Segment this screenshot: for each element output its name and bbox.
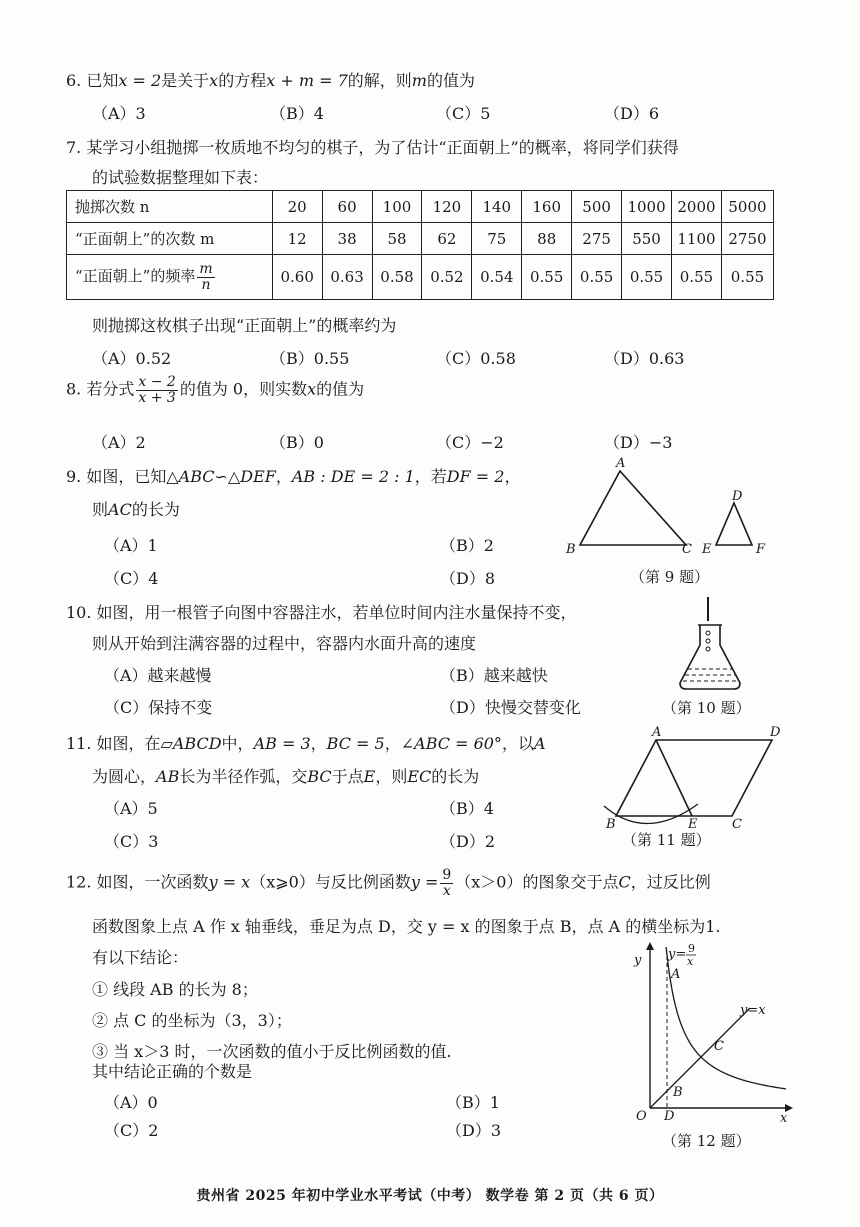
- table-cell: 2750: [721, 223, 773, 255]
- label-e: E: [702, 542, 712, 557]
- table-cell: 2000: [672, 191, 722, 223]
- q9-stem-line1: 9. 如图，已知△ABC∽△DEF，AB : DE = 2 : 1，若DF = 2，: [66, 467, 521, 486]
- q12-fraction: $\frac{9}{x}$: [442, 867, 452, 899]
- function-graph-figure: [620, 938, 795, 1126]
- parallelogram-figure: [596, 724, 796, 832]
- q10-option-d: （D）快慢交替变化: [440, 698, 581, 717]
- q12-caption: （第 12 题）: [662, 1132, 751, 1150]
- label-f: F: [756, 542, 766, 557]
- q6-stem: 6. 已知x = 2是关于x的方程x + m = 7的解，则m的值为: [66, 71, 475, 90]
- table-cell: 38: [322, 223, 372, 255]
- q11-option-a: （A）5: [104, 799, 158, 818]
- label-b: B: [673, 1085, 683, 1100]
- q7-number: 7.: [66, 138, 82, 157]
- label-line-y-x: y=x: [740, 1003, 766, 1018]
- table-cell: 160: [522, 191, 572, 223]
- label-curve-num: 9: [688, 942, 695, 955]
- table-cell: 12: [272, 223, 322, 255]
- label-d: D: [664, 1109, 675, 1124]
- q11-option-c: （C）3: [104, 832, 159, 851]
- label-c: C: [682, 542, 692, 557]
- table-cell: 20: [272, 191, 322, 223]
- q8-number: 8.: [66, 379, 82, 399]
- table-row-m: [67, 223, 774, 255]
- q9-stem-line2: 则AC的长为: [92, 500, 180, 519]
- q9-option-b: （B）2: [440, 536, 494, 555]
- label-y-axis: y: [634, 953, 642, 968]
- q7-after: 则抛掷这枚棋子出现“正面朝上”的概率约为: [92, 316, 397, 335]
- q12-option-b: （B）1: [446, 1093, 500, 1112]
- q8-stem: 8. 若分式 $\frac{x - 2}{x + 3}$ 的值为 0，则实数x的值为: [66, 374, 365, 406]
- parallelogram-abcd: [616, 740, 772, 816]
- table-cell: 0.52: [422, 255, 472, 300]
- flask-outline: [680, 625, 740, 689]
- label-a: A: [652, 725, 662, 740]
- table-cell: 0.55: [672, 255, 722, 300]
- q10-caption: （第 10 题）: [662, 699, 751, 717]
- label-x-axis: x: [780, 1111, 788, 1126]
- q10-stem-line1: 10. 如图，用一根管子向图中容器注水，若单位时间内注水量保持不变，: [66, 603, 577, 622]
- table-cell: 88: [522, 223, 572, 255]
- q11-number: 11.: [66, 734, 92, 753]
- triangle-abc: [580, 471, 686, 545]
- q11-caption: （第 11 题）: [622, 831, 711, 849]
- table-cell: 58: [372, 223, 422, 255]
- label-origin: O: [636, 1109, 647, 1124]
- y-axis-arrow-icon: [646, 942, 654, 950]
- q7-stem-line2: 的试验数据整理如下表：: [92, 168, 269, 187]
- m-over-n-fraction: $\frac{m}{n}$: [199, 260, 213, 293]
- q12-option-d: （D）3: [446, 1121, 502, 1140]
- q12-stem-line3: 有以下结论：: [92, 948, 189, 967]
- q6-option-d: （D）6: [604, 104, 660, 123]
- q7-option-b: （B）0.55: [270, 349, 350, 368]
- label-curve-den: x: [687, 955, 694, 968]
- table-cell: 0.63: [322, 255, 372, 300]
- q10-option-a: （A）越来越慢: [104, 666, 212, 685]
- q12-option-c: （C）2: [104, 1121, 159, 1140]
- q9-triangles-figure: [560, 455, 785, 560]
- label-a: A: [671, 967, 681, 982]
- q6-option-a: （A）3: [92, 104, 146, 123]
- q7-option-d: （D）0.63: [604, 349, 685, 368]
- q11-option-d: （D）2: [440, 832, 496, 851]
- table-cell: 550: [622, 223, 672, 255]
- table-cell: 0.54: [472, 255, 522, 300]
- table-cell: 0.55: [572, 255, 622, 300]
- q10-option-c: （C）保持不变: [104, 698, 213, 717]
- label-c: C: [714, 1039, 724, 1054]
- label-b: B: [566, 542, 576, 557]
- table-row-n: [67, 191, 774, 223]
- flask-container-figure: [670, 595, 750, 695]
- q12-stem-line2: 函数图象上点 A 作 x 轴垂线，垂足为点 D，交 y = x 的图象于点 B，点 A 的横坐标为1.: [92, 917, 721, 936]
- q12-stem-line4: 其中结论正确的个数是: [92, 1062, 253, 1081]
- table-cell: 275: [572, 223, 622, 255]
- frequency-table: [66, 190, 774, 300]
- q7-option-a: （A）0.52: [92, 349, 172, 368]
- table-cell: 62: [422, 223, 472, 255]
- hyperbola-curve: [666, 947, 786, 1089]
- table-cell: 60: [322, 191, 372, 223]
- q11-stem-line1: 11. 如图，在▱ABCD中，AB = 3，BC = 5，∠ABC = 60°，以A: [66, 734, 546, 753]
- q12-conclusion-3: ③ 当 x＞3 时，一次函数的值小于反比例函数的值.: [92, 1042, 452, 1061]
- q8-option-c: （C）−2: [436, 433, 504, 452]
- table-row-frequency: [67, 255, 774, 300]
- table-cell: 75: [472, 223, 522, 255]
- q12-conclusion-2: ② 点 C 的坐标为（3，3）；: [92, 1011, 292, 1030]
- label-d: D: [770, 725, 781, 740]
- line-y-equals-x: [650, 1008, 750, 1108]
- label-b: B: [606, 817, 616, 832]
- q8-option-a: （A）2: [92, 433, 146, 452]
- page-footer: 贵州省 2025 年初中学业水平考试（中考） 数学卷 第 2 页（共 6 页）: [196, 1188, 664, 1204]
- label-a: A: [616, 456, 626, 471]
- q6-option-c: （C）5: [436, 104, 491, 123]
- q9-option-a: （A）1: [104, 536, 158, 555]
- q12-stem-line1: 12. 如图，一次函数y = x（x⩾0）与反比例函数y = $\frac{9}{x}$ （x＞0）的图象交于点C，过反比例: [66, 867, 711, 899]
- q6-number: 6.: [66, 71, 82, 90]
- table-cell: 0.55: [522, 255, 572, 300]
- label-e: E: [688, 817, 698, 832]
- q8-fraction: $\frac{x - 2}{x + 3}$: [138, 374, 176, 406]
- q8-option-d: （D）−3: [604, 433, 673, 452]
- q10-option-b: （B）越来越快: [440, 666, 548, 685]
- q12-number: 12.: [66, 872, 92, 892]
- q9-caption: （第 9 题）: [630, 568, 710, 586]
- q10-stem-line2: 则从开始到注满容器的过程中，容器内水面升高的速度: [92, 634, 477, 653]
- label-c: C: [732, 817, 742, 832]
- q9-option-c: （C）4: [104, 569, 159, 588]
- table-cell: 0.55: [622, 255, 672, 300]
- table-cell: 0.55: [721, 255, 773, 300]
- q11-stem-line2: 为圆心，AB长为半径作弧，交BC于点E，则EC的长为: [92, 767, 480, 786]
- table-cell: 0.60: [272, 255, 322, 300]
- table-cell: 0.58: [372, 255, 422, 300]
- row-head-frequency: “正面朝上”的频率 $\frac{m}{n}$: [67, 255, 273, 300]
- q12-option-a: （A）0: [104, 1093, 158, 1112]
- row-head-m: “正面朝上”的次数 m: [67, 223, 273, 255]
- q7-stem-line1: 7. 某学习小组抛掷一枚质地不均匀的棋子，为了估计“正面朝上”的概率，将同学们获得: [66, 138, 679, 157]
- table-cell: 1100: [672, 223, 722, 255]
- table-cell: 5000: [721, 191, 773, 223]
- q9-option-d: （D）8: [440, 569, 496, 588]
- table-cell: 100: [372, 191, 422, 223]
- q8-option-b: （B）0: [270, 433, 324, 452]
- q11-option-b: （B）4: [440, 799, 494, 818]
- q10-number: 10.: [66, 603, 92, 622]
- table-cell: 120: [422, 191, 472, 223]
- bubble-icon: [706, 639, 710, 643]
- triangle-def: [716, 503, 752, 545]
- segment-ae: [656, 740, 692, 816]
- row-head-n: 抛掷次数 n: [67, 191, 273, 223]
- label-curve-y: y=: [668, 947, 687, 962]
- q6-option-b: （B）4: [270, 104, 324, 123]
- label-d: D: [732, 489, 743, 504]
- q7-option-c: （C）0.58: [436, 349, 516, 368]
- q12-conclusion-1: ① 线段 AB 的长为 8；: [92, 980, 258, 999]
- table-cell: 1000: [622, 191, 672, 223]
- bubble-icon: [706, 631, 710, 635]
- bubble-icon: [706, 647, 710, 651]
- arc-be: [604, 804, 698, 824]
- table-cell: 500: [572, 191, 622, 223]
- table-cell: 140: [472, 191, 522, 223]
- q9-number: 9.: [66, 467, 82, 486]
